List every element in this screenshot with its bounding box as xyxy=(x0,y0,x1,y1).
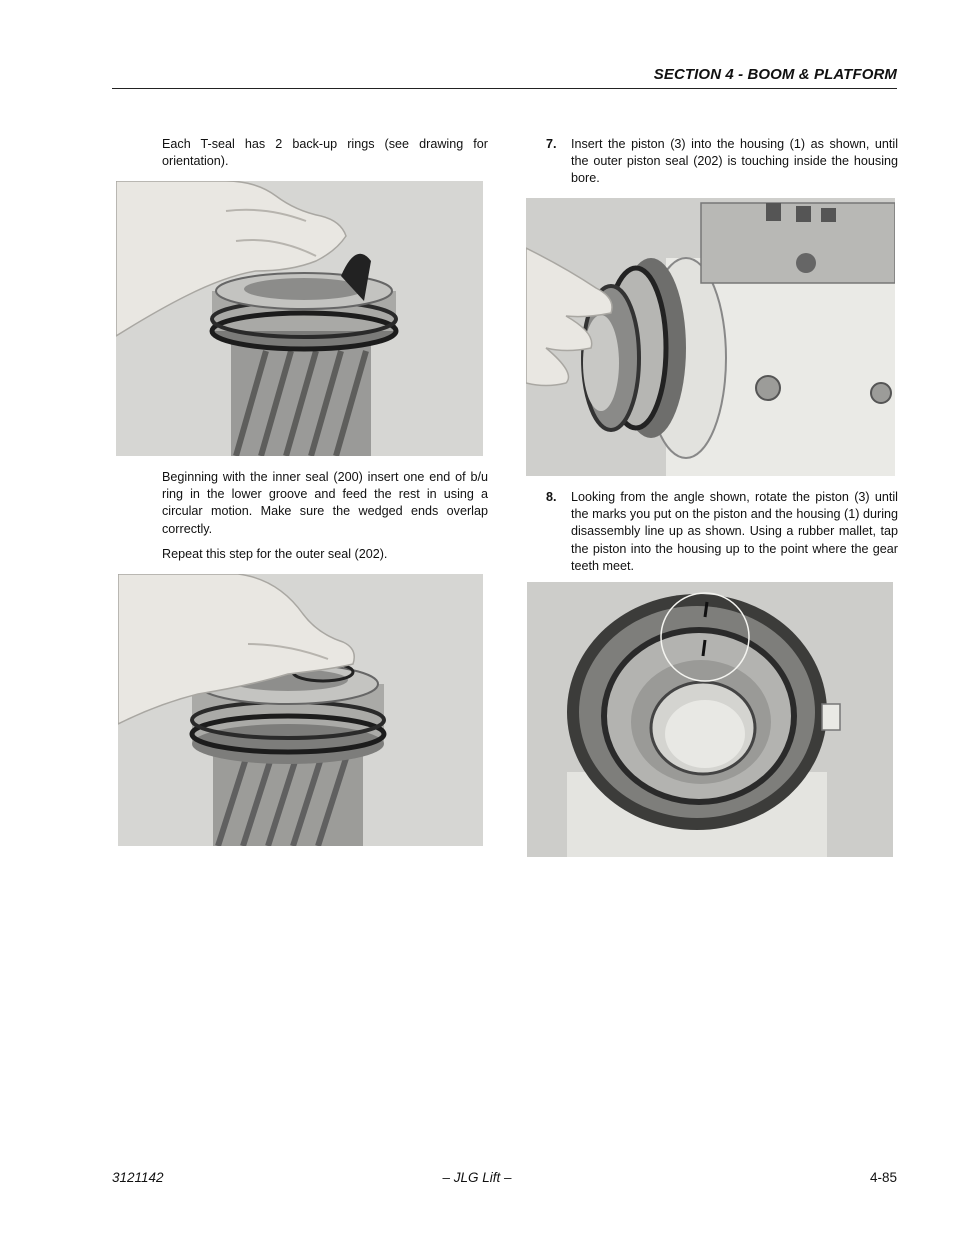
step-8 xyxy=(546,489,898,577)
step-8-text: Looking from the angle shown, rotate the piston (3) until the marks you put on the piston and the housing (1) during disassembly line up as shown. Using a rubber mallet, tap the piston into the housing up to the point where the gear teeth meet. xyxy=(571,490,898,573)
photo-piston-into-housing xyxy=(526,198,895,476)
header-divider xyxy=(112,88,897,89)
inner-seal-instruction: Beginning with the inner seal (200) insert one end of b/u ring in the lower groove and feed the rest in using a circular motion. Make sure the wedged ends overlap correctly. xyxy=(162,470,488,536)
step-7-number: 7. xyxy=(546,137,557,151)
photo-tseal-backup-rings xyxy=(116,181,483,456)
seal-backup-note: Each T-seal has 2 back-up rings (see drawing for orientation). xyxy=(162,137,488,169)
step-7 xyxy=(546,136,898,190)
document-number: 3121142 xyxy=(112,1170,164,1185)
step-8-number: 8. xyxy=(546,490,557,504)
footer-brand: – JLG Lift – xyxy=(442,1170,512,1185)
photo-outer-seal-install xyxy=(118,574,483,846)
section-title: SECTION 4 - BOOM & PLATFORM xyxy=(653,66,897,83)
page-number: 4-85 xyxy=(869,1170,897,1185)
step-7-text: Insert the piston (3) into the housing (1) as shown, until the outer piston seal (202) is touching inside the housing bore. xyxy=(571,137,898,186)
photo-alignment-marks xyxy=(527,582,893,857)
outer-seal-instruction: Repeat this step for the outer seal (202). xyxy=(162,547,388,561)
